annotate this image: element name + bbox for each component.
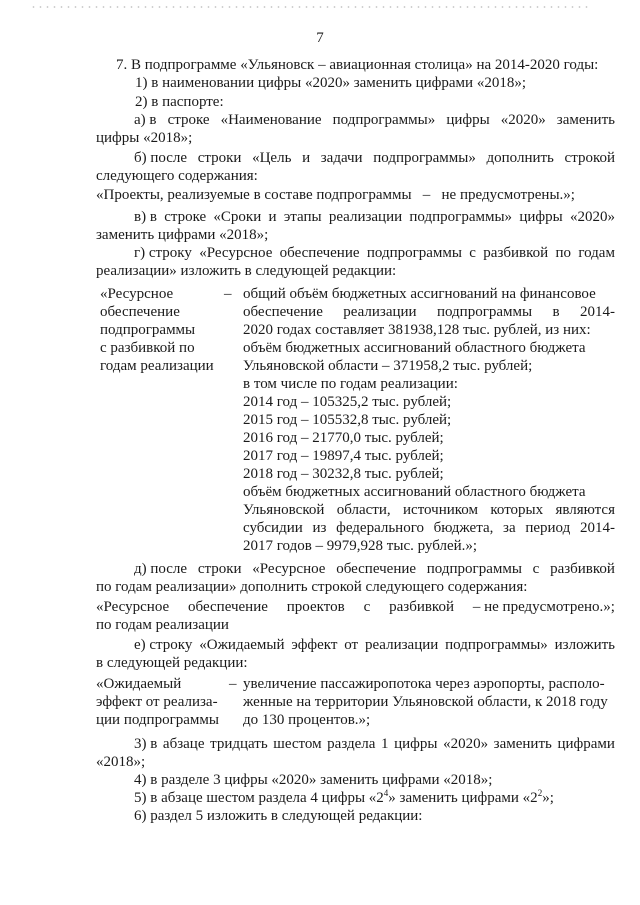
effect-value-line-3: до 130 процентов.»;: [243, 712, 371, 728]
item-1-text: 1) в наименовании цифры «2020» заменить цифрами «2018»;: [135, 75, 526, 91]
item-3-line-2: «2018»;: [96, 754, 146, 770]
superscript: 2: [537, 788, 543, 798]
effect-dash: –: [229, 676, 237, 692]
effect-label-line-2: эффект от реализа-: [96, 694, 218, 710]
item-e-line-1: е) строку «Ожидаемый эффект от реализации подпрограммы» изложить: [134, 637, 615, 653]
resource-line-13: Ульяновской области, источником которых являются: [243, 502, 615, 518]
item-5-text: 5) в абзаце шестом раздела 4 цифры «$2^4$» заменить цифрами «$2^2$»;: [134, 788, 554, 806]
resource-year-2015: 2015 год – 105532,8 тыс. рублей;: [243, 412, 452, 428]
resource-line-12: объём бюджетных ассигнований областного бюджета: [243, 484, 586, 500]
resource-line-1: общий объём бюджетных ассигнований на финансовое: [243, 286, 596, 302]
resource-label-line-1: «Ресурсное: [100, 286, 174, 302]
effect-label-line-3: ции подпрограммы: [96, 712, 219, 728]
item-a-line-1: а) в строке «Наименование подпрограммы» цифры «2020» заменить: [134, 112, 615, 128]
effect-value-line-1: увеличение пассажиропотока через аэропорты, располо-: [243, 676, 605, 692]
item-d-quote-line-1: «Ресурсное обеспечение проектов с разбивкой – не предусмотрено.»;: [96, 599, 615, 615]
resource-line-3: 2020 годах составляет 381938,128 тыс. рублей, из них:: [243, 322, 591, 338]
superscript: 4: [383, 788, 389, 798]
resource-line-2: обеспечение реализации подпрограммы в 2014-: [243, 304, 615, 320]
resource-line-14: субсидии из федерального бюджета, за период 2014-: [243, 520, 615, 536]
resource-line-5: Ульяновской области – 371958,2 тыс. рублей;: [243, 358, 533, 374]
item-3-line-1: 3) в абзаце тридцать шестом раздела 1 цифры «2020» заменить цифрами: [134, 736, 615, 752]
item-6-text: 6) раздел 5 изложить в следующей редакции:: [134, 808, 423, 824]
page-number: 7: [316, 30, 324, 46]
item-e-line-2: в следующей редакции:: [96, 655, 248, 671]
effect-label-line-1: «Ожидаемый: [96, 676, 182, 692]
item-4-text: 4) в разделе 3 цифры «2020» заменить цифрами «2018»;: [134, 772, 493, 788]
resource-line-15: 2017 годов – 9979,928 тыс. рублей.»;: [243, 538, 478, 554]
resource-year-2014: 2014 год – 105325,2 тыс. рублей;: [243, 394, 452, 410]
resource-year-2016: 2016 год – 21770,0 тыс. рублей;: [243, 430, 444, 446]
resource-line-4: объём бюджетных ассигнований областного бюджета: [243, 340, 586, 356]
resource-dash: –: [224, 286, 232, 302]
scan-dotted-edge: [30, 6, 590, 8]
item-b-line-2: следующего содержания:: [96, 168, 258, 184]
resource-line-6: в том числе по годам реализации:: [243, 376, 458, 392]
item-b-quote: «Проекты, реализуемые в составе подпрограммы – не предусмотрены.»;: [96, 187, 575, 203]
item-g-line-1: г) строку «Ресурсное обеспечение подпрограммы с разбивкой по годам: [134, 245, 615, 261]
resource-label-line-5: годам реализации: [100, 358, 214, 374]
item-d-quote-line-2: по годам реализации: [96, 617, 229, 633]
resource-label-line-4: с разбивкой по: [100, 340, 195, 356]
resource-label-line-2: обеспечение: [100, 304, 180, 320]
item-v-line-1: в) в строке «Сроки и этапы реализации подпрограммы» цифры «2020»: [134, 209, 615, 225]
resource-year-2018: 2018 год – 30232,8 тыс. рублей;: [243, 466, 444, 482]
item-d-line-1: д) после строки «Ресурсное обеспечение подпрограммы с разбивкой: [134, 561, 615, 577]
effect-value-line-2: женные на территории Ульяновской области, к 2018 году: [243, 694, 608, 710]
resource-year-2017: 2017 год – 19897,4 тыс. рублей;: [243, 448, 444, 464]
paragraph-7-heading: 7. В подпрограмме «Ульяновск – авиационная столица» на 2014-2020 годы:: [116, 57, 599, 73]
item-a-line-2: цифры «2018»;: [96, 130, 193, 146]
item-2-text: 2) в паспорте:: [135, 94, 224, 110]
item-v-line-2: заменить цифрами «2018»;: [96, 227, 269, 243]
item-b-line-1: б) после строки «Цель и задачи подпрограммы» дополнить строкой: [134, 150, 615, 166]
resource-label-line-3: подпрограммы: [100, 322, 196, 338]
item-d-line-2: по годам реализации» дополнить строкой следующего содержания:: [96, 579, 528, 595]
item-g-line-2: реализации» изложить в следующей редакции:: [96, 263, 397, 279]
